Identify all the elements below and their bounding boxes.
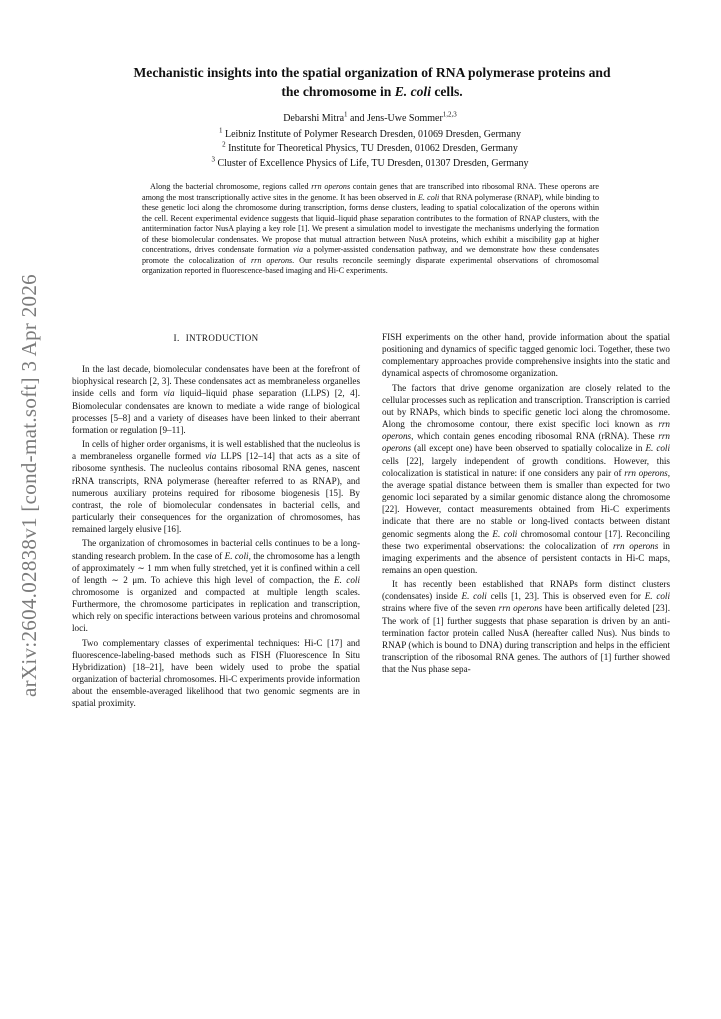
intro-p5-text-c: (all except one) have been observed to spatially colocalize in [411,443,646,454]
intro-p6-italic-3: rrn operons [498,603,543,614]
title-line-2 [72,82,672,101]
intro-p1-text: In the last decade, biomolecular condensates have been at the forefront of biophysical research [2, 3]. These condensates act as membraneless organelles inside cells and form [72,364,360,399]
affiliation-2-text: Institute for Theoretical Physics, TU Dresden, 01062 Dresden, Germany [228,143,518,154]
abstract-italic-4: rrn operons [251,255,293,265]
abstract-italic-1: rrn operons [311,182,351,191]
section-heading-introduction [72,332,360,345]
intro-p3-text: The organization of chromosomes in bacterial cells continues to be a long-standing research problem. In the case of [72,538,360,561]
intro-paragraph-3 [72,537,360,634]
affiliation-1-mark: 1 [218,126,223,135]
intro-p5-italic: rrn operons [382,419,670,442]
intro-p4-text: Two complementary classes of experimental techniques: Hi-C [17] and fluorescence-labeling-based methods such as FISH (Fluorescence In Situ Hybridization) [18–21], have been widely used to probe the spatial organization of bacterial chromosomes. Hi-C experiments provide information about the ensemble-averaged likelihood that two genomic segments are in spatial proximity. [72,637,360,709]
arxiv-identifier-stamp [10,265,48,705]
author-names [110,112,630,127]
paper-title [72,63,672,101]
intro-paragraph-2 [72,438,360,535]
intro-paragraph-4 [72,637,360,710]
intro-p5-text-d: cells [22], largely independent of growth conditions. However, this colocalization is statistical in nature: if one considers any pair of [382,455,670,478]
affiliation-2 [110,142,630,157]
abstract-text-3: that RNA polymerase (RNAP), while binding to these genetic loci along the chromosome during transcription, forms dense clusters, leading to spatial colocalization of the operons within the cell. Recent experimental evidence suggests that liquid–liquid phase separation contributes to the formation of RNAP clusters, with the antitermination factor NusA playing a key role [1]. We present a simulation model to investigate the mechanisms underlying the formation of these biomolecular condensates. We propose that mutual attraction between NusA proteins, which exhibit a miscibility gap at higher concentrations, drives condensate formation [142,192,600,255]
abstract-italic-3: via [293,245,304,255]
right-column [382,331,670,675]
intro-p5-text: The factors that drive genome organization are closely related to the cellular processes such as replication and transcription. Transcription is carried out by RNAPs, which binds to specific genetic loci along the chromosome. Along the chromosome contour, there exist specific loci known as [382,382,670,430]
intro-p5-italic-2: rrn operons [382,431,670,454]
intro-p6-text-b: cells [1, 23]. This is observed even for [486,591,645,602]
title-line-2-text: the chromosome in [281,84,395,99]
intro-p1-text-b: liquid–liquid phase separation (LLPS) [2, 4]. Biomolecular condensates are known to mediate a wide range of biological processes [5–8] and a variety of diseases have been linked to their aberrant formation or regulation [9–11]. [72,388,360,435]
intro-p3-text-b: , the chromosome has a length of approximately ∼ 1 mm when fully stretched, yet it is confined within a cell of length ∼ 2 μm. To achieve this high level of compaction, the [72,550,360,585]
abstract-paragraph [142,182,599,277]
intro-p5-italic-5: E. coli [492,528,518,539]
intro-p5-text-h: in imaging experiments and the absence of persistent contacts in Hi-C maps, remains an open question. [382,540,670,575]
author-1-affil: 1 [344,110,348,119]
intro-p5-text-b: , which contain genes encoding ribosomal RNA (rRNA). These [411,431,659,442]
intro-p5-italic-6: rrn operons [612,540,659,551]
affiliation-1-text: Leibniz Institute of Polymer Research Dresden, 01069 Dresden, Germany [224,128,522,140]
intro-paragraph-5 [382,382,670,577]
intro-p6-text-c: strains where five of the seven [382,603,499,614]
affiliation-3 [110,157,630,172]
intro-p6-text: It has recently been established that RNAPs form distinct clusters (condensates) inside [382,579,670,602]
intro-p5-text-g: chromosomal contour [17]. Reconciling these two experimental observations: the colocalization of [382,528,670,551]
affiliation-3-text: Cluster of Excellence Physics of Life, TU Dresden, 01307 Dresden, Germany [217,157,529,169]
arxiv-identifier-text: arXiv:2604.02838v1 [cond-mat.soft] 3 Apr 2026 [16,273,41,697]
author-1: Debarshi Mitra [283,113,345,124]
affiliation-2-mark: 2 [222,140,226,149]
intro-p6-text-d: have been artifically deleted [23]. The work of [1] further suggests that phase separation is driven by an anti-termination factor protein called NusA (hereafter called Nus). Nus binds to RNAP (which is bound to DNA) during transcription and helps in the efficient transcription of the ribosomal RNA genes. The authors of [1] further showed that the Nus phase sepa- [382,603,671,675]
abstract-text-1: Along the bacterial chromosome, regions called [150,182,312,191]
intro-p6-italic-2: E. coli [644,591,671,602]
intro-p3-text-c: chromosome is organized and compacted at multiple length scales. Furthermore, the chromosome participates in replication and transcription, which rely on specific interactions between various proteins and chromosomal loci. [72,586,360,634]
intro-p3-italic-2: E. coli [334,574,360,585]
left-column [72,332,360,710]
intro-p6-italic: E. coli [461,591,487,602]
author-block [110,112,630,171]
author-and: and [347,113,367,124]
section-title: INTRODUCTION [185,333,259,343]
affiliation-1 [110,128,630,143]
intro-p5-text-f: , the average spatial distance between them is smaller than expected for two genomic loci separated by a similar genomic distance along the chromosome [22]. However, contact measurements obtained from Hi-C experiments indicate that there are no stable or long-lived contacts between distant genomic segments along the [382,467,670,539]
intro-p2-text: In cells of higher order organisms, it is well established that the nucleolus is a membraneless organelle formed [72,439,360,462]
title-species-italic: E. coli [394,84,431,99]
intro-p5-italic-3: E. coli [645,443,670,454]
intro-paragraph-6 [382,578,670,675]
intro-p1-italic: via [163,388,175,399]
abstract-text-5: . Our results reconcile seemingly disparate experimental observations of chromosomal organization reported in fluorescence-based imaging and Hi-C experiments. [142,255,600,276]
intro-p2-italic: via [205,451,217,462]
abstract [142,182,599,277]
author-2: Jens-Uwe Sommer [366,113,443,124]
intro-paragraph-1 [72,363,360,436]
abstract-text-4: a polymer-assisted condensation pathway, and we demonstrate how these condensates promote the colocalization of [142,245,599,265]
abstract-italic-2: E. coli [417,192,440,202]
intro-p5-italic-4: rrn operons [624,467,668,478]
affiliation-3-mark: 3 [211,155,215,164]
intro-p4-cont-text: FISH experiments on the other hand, provide information about the spatial positioning and dynamics of specific tagged genomic loci. Together, these two complementary approaches provide comprehensive insights into the static and dynamical aspects of chromosome organization. [382,332,670,379]
title-line-2-end: cells. [430,84,463,99]
abstract-text-2: contain genes that are transcribed into ribosomal RNA. These operons are among the most transcriptionally active sites in the genome. It has been observed in [142,182,599,202]
title-line-1: Mechanistic insights into the spatial organization of RNA polymerase proteins and [133,65,611,80]
intro-p2-text-b: LLPS [12–14] that acts as a site of ribosome synthesis. The nucleolus contains ribosomal RNA genes, nascent rRNA transcripts, RNA polymerase (hereafter referred to as RNAP), and numerous auxiliary proteins required for ribosome biogenesis [15]. By contrast, the role of biomolecular condensates in bacterial cells, and particularly their consequences for the organization of chromosomes, has remained largely elusive [16]. [72,451,360,535]
author-2-affil: 1,2,3 [442,110,457,119]
section-number: I. [173,334,180,344]
intro-p3-italic: E. coli [224,550,249,561]
intro-paragraph-4-continued [382,331,670,380]
